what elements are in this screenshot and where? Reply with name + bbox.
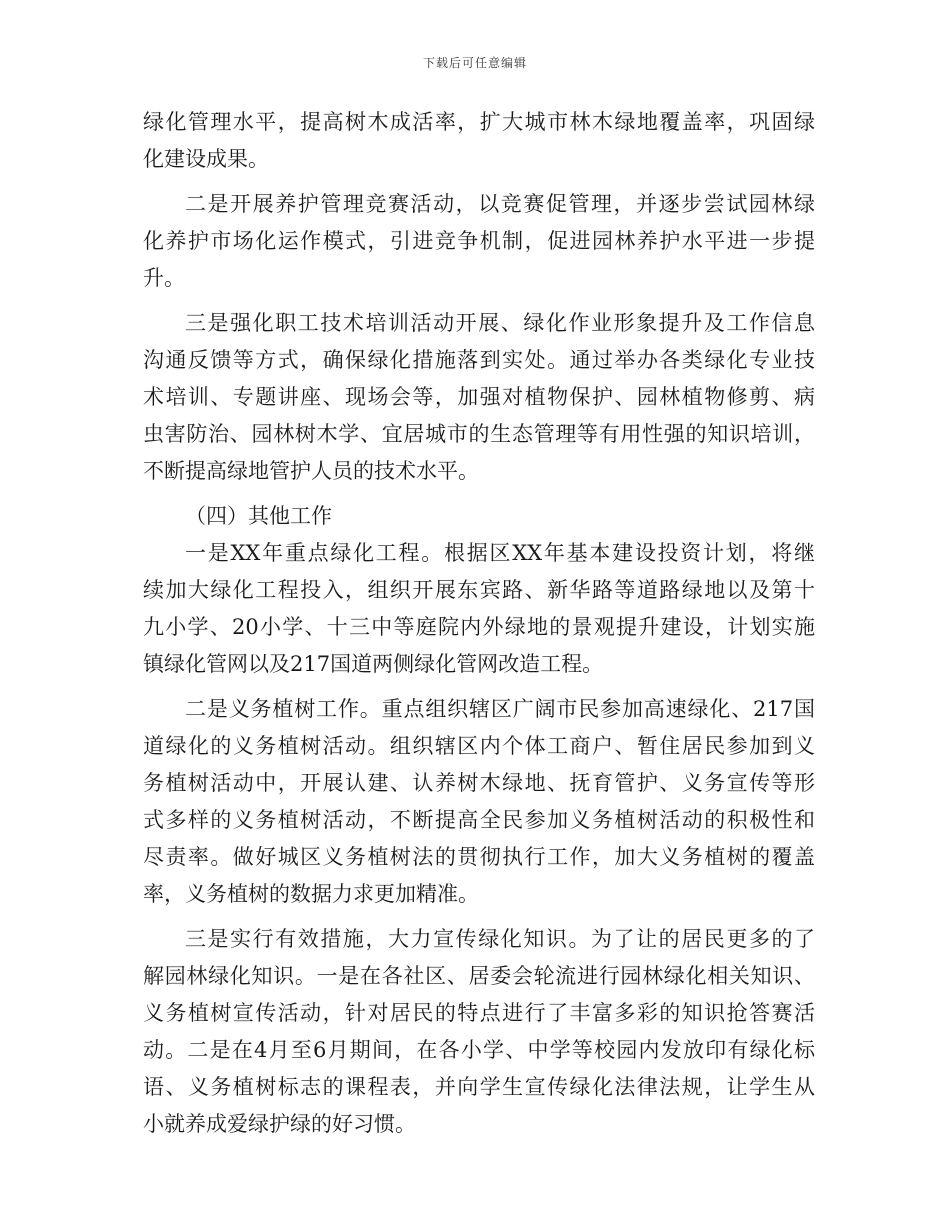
paragraph: [143, 535, 815, 683]
text-line: 术培训、专题讲座、现场会等，加强对植物保护、园林植物修剪、病: [143, 385, 815, 409]
text-line: 沟通反馈等方式，确保绿化措施落到实处。通过举办各类绿化专业技: [143, 348, 815, 372]
paragraph: [143, 921, 815, 1143]
text-line: 二是义务植树工作。重点组织辖区广阔市民参加高速绿化、217国: [185, 697, 815, 721]
text-line: 小就养成爱绿护绿的好习惯。: [143, 1112, 416, 1136]
text-line: 不断提高绿地管护人员的技术水平。: [143, 459, 479, 483]
text-line: 三是强化职工技术培训活动开展、绿化作业形象提升及工作信息: [185, 311, 815, 335]
text-line: 二是开展养护管理竞赛活动，以竞赛促管理，并逐步尝试园林绿: [185, 192, 815, 216]
text-line: 三是实行有效措施，大力宣传绿化知识。为了让的居民更多的了: [185, 927, 815, 951]
text-line: 语、义务植树标志的课程表，并向学生宣传绿化法律法规，让学生从: [143, 1075, 815, 1099]
text-line: 尽责率。做好城区义务植树法的贯彻执行工作，加大义务植树的覆盖: [143, 845, 815, 869]
text-line: 道绿化的义务植树活动。组织辖区内个体工商户、暂住居民参加到义: [143, 734, 815, 758]
section-heading: [143, 498, 815, 535]
section-heading-text: （四）其他工作: [185, 504, 332, 528]
text-line: 化建设成果。: [143, 147, 269, 171]
text-line: 务植树活动中，开展认建、认养树木绿地、抚育管护、义务宣传等形: [143, 771, 815, 795]
text-line: 解园林绿化知识。一是在各社区、居委会轮流进行园林绿化相关知识、: [143, 964, 815, 988]
page-header: 下载后可任意编辑: [422, 56, 527, 70]
text-line: 虫害防治、园林树木学、宜居城市的生态管理等有用性强的知识培训，: [143, 422, 815, 446]
text-line: 镇绿化管网以及217国道两侧绿化管网改造工程。: [143, 652, 604, 676]
document-body: [143, 104, 815, 1143]
paragraph: [143, 305, 815, 490]
text-line: 升。: [143, 266, 185, 290]
text-line: 一是XX年重点绿化工程。根据区XX年基本建设投资计划，将继: [185, 541, 815, 565]
text-line: 式多样的义务植树活动，不断提高全民参加义务植树活动的积极性和: [143, 808, 815, 832]
text-line: 九小学、20小学、十三中等庭院内外绿地的景观提升建设，计划实施: [143, 615, 815, 639]
paragraph: [143, 104, 815, 178]
text-line: 动。二是在4月至6月期间，在各小学、中学等校园内发放印有绿化标: [143, 1038, 815, 1062]
text-line: 率，义务植树的数据力求更加精准。: [143, 882, 479, 906]
paragraph: [143, 691, 815, 913]
text-line: 义务植树宣传活动，针对居民的特点进行了丰富多彩的知识抢答赛活: [143, 1001, 815, 1025]
text-line: 绿化管理水平，提高树木成活率，扩大城市林木绿地覆盖率，巩固绿: [143, 110, 815, 134]
text-line: 化养护市场化运作模式，引进竞争机制，促进园林养护水平进一步提: [143, 229, 815, 253]
text-line: 续加大绿化工程投入，组织开展东宾路、新华路等道路绿地以及第十: [143, 578, 815, 602]
paragraph: [143, 186, 815, 297]
